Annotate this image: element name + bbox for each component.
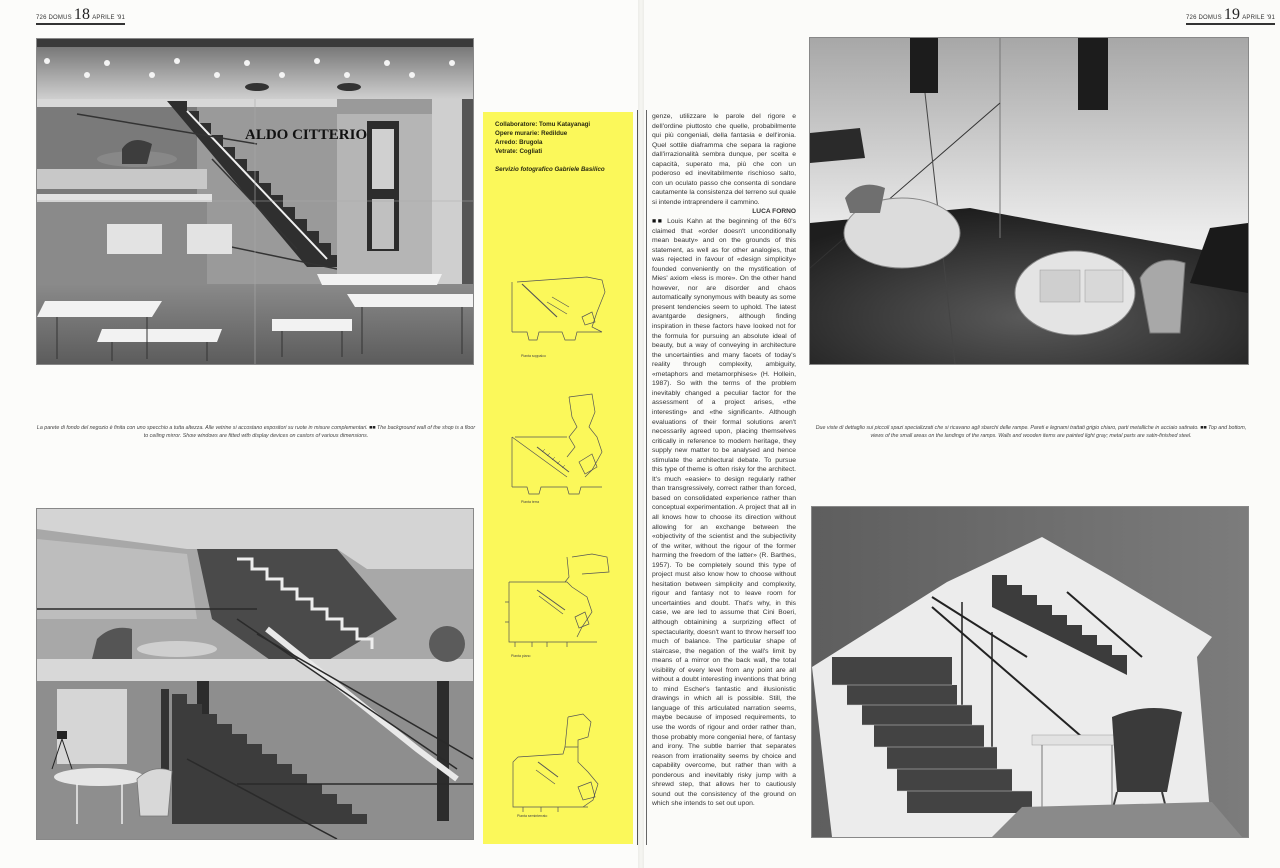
folio-date: APRILE '91	[92, 15, 126, 21]
english-separator: ■■	[652, 218, 664, 226]
photo-stair-interior	[36, 508, 474, 840]
article-rule	[646, 110, 647, 845]
credits-block	[495, 120, 605, 174]
credit-value: Cogliati	[519, 148, 543, 155]
page-number: 18	[73, 6, 91, 23]
caption-top-left	[36, 424, 476, 440]
caption-english: Top and bottom, views of the small areas on the landings of the ramps. Walls and wooden items are painted light gray; metal parts are satin-finished steel.	[870, 425, 1247, 439]
credit-collaborator	[495, 120, 605, 129]
folio-prefix: 726 DOMUS	[1186, 15, 1222, 21]
caption-separator: ■■	[369, 425, 376, 431]
article-author: LUCA FORNO	[752, 208, 796, 216]
photo-credit: Servizio fotografico Gabriele Basilico	[495, 166, 605, 173]
credit-label: Collaboratore:	[495, 121, 538, 128]
folio-left	[36, 8, 125, 25]
floor-plan-first	[497, 552, 622, 662]
credit-label: Arredo:	[495, 139, 518, 146]
floor-plan-basement	[503, 712, 618, 822]
caption-separator: ■■	[1200, 425, 1207, 431]
article-english-body: Louis Kahn at the beginning of the 60's claimed that «order doesn't unconditionally mean beauty» and on the grounds of this statement, as well as for other analogies, that was rejected in favour of «design simplicity» founded conveniently on the mystification of Mies' axiom «less is more». On the other hand however, nor are disorder and chaos automatically synonymous with beauty as some present tendencies seem to uphold. The latest avantgarde designers, although finding inspiration in these factors have looked not for the formula for pursuing an absolute ideal of beauty, but a way of conveying in architecture the uncertainties and many facets of today's reality through complexity, ambiguity, «metaphors and metamorphises» (H. Hollein, 1987). So with the terms of the problem inevitably changed a peculiar factor for the assessment of a project arises, «the interesting» and «the significant». Although evaluations of their formal solutions aren't necessarily agreed upon, placing themselves critically in reference to modern heritage, they supply new matter to be analysed and hence stimulate the architectural debate. To pursue this type of theme is often risky for the architect. It's much «easier» to design regularly rather than transgressively, correct rather than forced, based on consolidated experience rather than conceptual experimentation. A project that all in all knows how to choose its direction without allowing for an exchange between the «objectivity of the scientist and the subjectivity of the writer, without the rigour of the former harming the freedom of the latter» (R. Barthes, 1957). To be completely sound this type of project must also know how to choose without hesitation between simplicity and complexity, rigour and fantasy not to leave room for uncertainties and doubt. That's why, in this case, we are led to assume that Cini Boeri, although obtainining a surprizing effect of spectacularity, doesn't want to throw herself too much of balance. The particular shape of staircase, the negation of the wall's limit by means of a mirror on the back wall, the total visibility of every level from any point are all without a doubt interesting inventions that bring to mind Escher's fantastic and illusionistic drawings in which all is possible. Still, the language of this articulated narration seems, maybe because of imposed requirements, to use the words of rigour and order rather than, those probably more congenial here, of fantasy and irony. The subtle barrier that separates reason from irrationality seems by choice and capability overcome, but rather than with a ponderous and inevitably risky jump with a shrewd step, that allows her to cautiously sound out the consistency of the ground on which she intends to set out upon.	[652, 218, 796, 808]
article-english	[652, 217, 796, 809]
credit-label: Opere murarie:	[495, 130, 540, 137]
photo-landing-detail-bottom	[811, 506, 1249, 838]
photo-landing-detail-top	[809, 37, 1249, 365]
credits-sidebar	[483, 112, 633, 844]
plan-label: Pianta seminterrato	[517, 814, 548, 818]
plan-label: Pianta terra	[521, 500, 540, 504]
credit-value: Brugola	[519, 139, 543, 146]
shop-sign: ALDO CITTERIO	[245, 127, 368, 143]
folio-right	[1186, 8, 1275, 25]
article-text	[652, 112, 796, 809]
folio-date: APRILE '91	[1242, 15, 1276, 21]
page-number: 19	[1223, 6, 1241, 23]
credit-glazing	[495, 147, 605, 156]
caption-top-right	[809, 424, 1253, 440]
folio-prefix: 726 DOMUS	[36, 15, 72, 21]
floor-plan-ground	[507, 392, 612, 502]
plan-label: Pianta piano	[511, 654, 531, 658]
credit-value: Tomu Katayanagi	[539, 121, 591, 128]
caption-italian: La parete di fondo del negozio è finita con uno specchio a tutta altezza. Alle vetrine si accostano espositori su ruote in misure complementari.	[36, 425, 368, 431]
caption-italian: Due viste di dettaglio sui piccoli spazi specializzati che si ricavano agli sbarchi delle rampe. Pareti e legnami trattati grigio chiaro, parti metalliche in acciaio satinato.	[815, 425, 1199, 431]
photo-shop-interior	[36, 38, 474, 365]
credit-masonry	[495, 129, 605, 138]
credit-furnishing	[495, 138, 605, 147]
credit-value: Redildue	[541, 130, 568, 137]
credit-label: Vetrate:	[495, 148, 518, 155]
floor-plan-mezzanine	[507, 272, 612, 358]
article-italian-ending: genze, utilizzare le parole del rigore e dell'ordine piuttosto che quelle, probabilmente qui più congeniali, della fantasia e dell'ironia. Quel sottile diaframma che separa la ragione dall'irrazionalità sembra dunque, per scelta e capacità, superato ma, più che con un poderoso ed inevitabilmente rischioso salto, con un oculato passo che consenta di sondare cautamente la consistenza del terreno sul quale si intende intraprendere il cammino.	[652, 113, 796, 206]
caption-english: The background wall of the shop is a floor to ceiling mirror. Show windows are fitted with display devices on castors of various dimensions.	[143, 425, 476, 439]
plan-label: Pianta soppalco	[521, 354, 546, 358]
